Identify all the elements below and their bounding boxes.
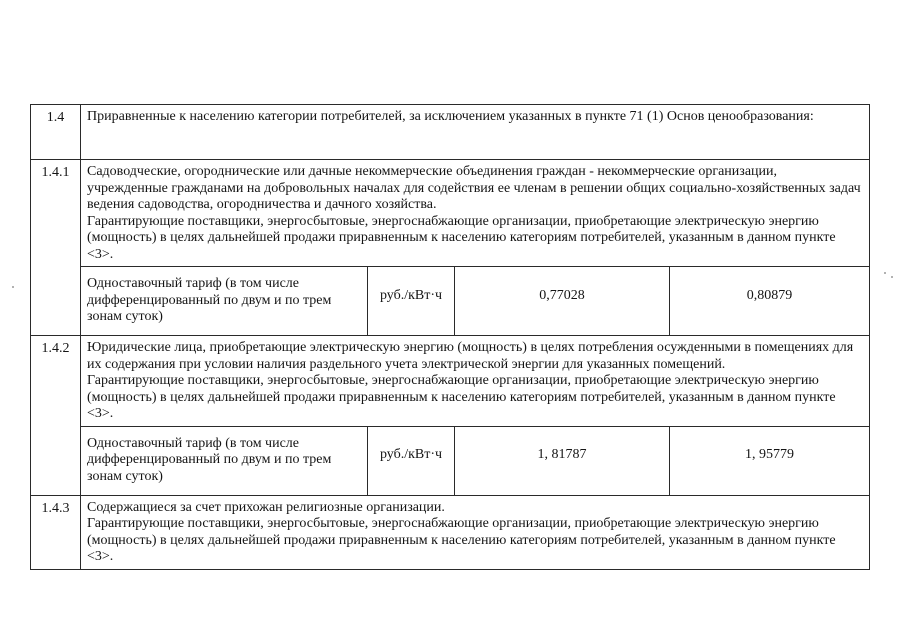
tariff-name: Одноставочный тариф (в том числе дифференцированный по двум и по трем зонам суток) bbox=[87, 435, 332, 484]
tariff-cells bbox=[81, 426, 870, 495]
description-paragraph: Юридические лица, приобретающие электрическую энергию (мощность) в целях потребления осужденными в помещениях для их содержания при условии наличия раздельного учета электрической энергии для указанных помещений. bbox=[87, 340, 854, 372]
tariff-table bbox=[30, 104, 870, 570]
tariff-unit: руб./кВт·ч bbox=[368, 267, 455, 335]
section-number: 1.4.2 bbox=[31, 336, 81, 496]
tariff-cells bbox=[81, 267, 870, 336]
description-paragraph: Гарантирующие поставщики, энергосбытовые, энергоснабжающие организации, приобретающие электрическую энергию (мощность) в целях дальнейшей продажи приравненным к населению категориям потребителей, указанным в данном пункте <3>. bbox=[87, 516, 836, 564]
tariff-subtable bbox=[81, 427, 869, 495]
scan-speck bbox=[884, 272, 886, 274]
section-number: 1.4.1 bbox=[31, 160, 81, 336]
description-paragraph: Гарантирующие поставщики, энергосбытовые, энергоснабжающие организации, приобретающие электрическую энергию (мощность) в целях дальнейшей продажи приравненным к населению категориям потребителей, указанным в данном пункте <3>. bbox=[87, 213, 836, 262]
tariff-value-2: 1, 95779 bbox=[670, 427, 870, 495]
tariff-value-2: 0,80879 bbox=[670, 267, 870, 335]
scan-speck bbox=[12, 286, 14, 288]
description-paragraph: Содержащиеся за счет прихожан религиозные организации. bbox=[87, 499, 445, 515]
section-row-1-4-3 bbox=[31, 495, 870, 569]
description-paragraph: Садоводческие, огороднические или дачные некоммерческие объединения граждан - некоммерческие организации, учрежденные гражданами на добровольных началах для содействия ее членам в решении общих социально-хозяйственных задач ведения садоводства, огородничества и дачного хозяйства. bbox=[87, 164, 861, 212]
tariff-value-1: 1, 81787 bbox=[455, 427, 670, 495]
section-description bbox=[81, 336, 870, 427]
section-number: 1.4.3 bbox=[31, 495, 81, 569]
tariff-row-1-4-2 bbox=[31, 426, 870, 495]
section-description bbox=[81, 160, 870, 267]
tariff-name: Одноставочный тариф (в том числе дифференцированный по двум и по трем зонам суток) bbox=[87, 276, 332, 325]
description-paragraph: Гарантирующие поставщики, энергосбытовые, энергоснабжающие организации, приобретающие электрическую энергию (мощность) в целях дальнейшей продажи приравненным к населению категориям потребителей, указанным в данном пункте <3>. bbox=[87, 373, 836, 421]
section-description bbox=[81, 495, 870, 569]
section-row-1-4-1 bbox=[31, 160, 870, 267]
section-row-1-4-2 bbox=[31, 336, 870, 427]
section-number: 1.4 bbox=[31, 105, 81, 160]
tariff-row-1-4-1 bbox=[31, 267, 870, 336]
section-description bbox=[81, 105, 870, 160]
scan-speck bbox=[891, 276, 893, 278]
tariff-subtable bbox=[81, 267, 869, 335]
section-row-1-4 bbox=[31, 105, 870, 160]
description-paragraph: Приравненные к населению категории потребителей, за исключением указанных в пункте 71 (1) Основ ценообразования: bbox=[87, 109, 814, 124]
tariff-unit: руб./кВт·ч bbox=[368, 427, 455, 495]
tariff-value-1: 0,77028 bbox=[455, 267, 670, 335]
